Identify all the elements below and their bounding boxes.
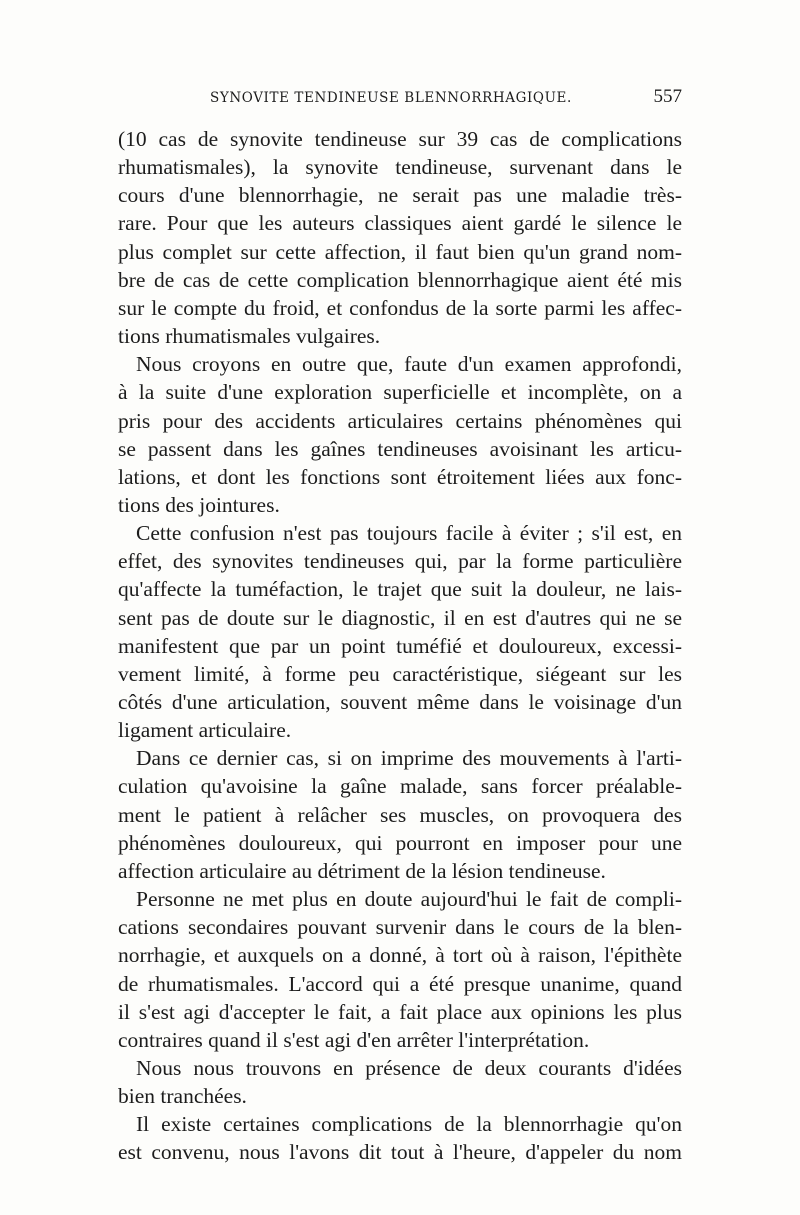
- text-line: Dans ce dernier cas, si on imprime des mouvements à l'arti-: [136, 746, 682, 771]
- text-line: effet, des synovites tendineuses qui, par la forme particulière: [118, 549, 682, 574]
- text-line: il s'est agi d'accepter le fait, a fait place aux opinions les plus: [118, 999, 682, 1024]
- text-line: tions rhumatismales vulgaires.: [118, 324, 381, 348]
- text-line: se passent dans les gaînes tendineuses avoisinant les articu-: [118, 436, 682, 461]
- text-line: rhumatismales), la synovite tendineuse, survenant dans le: [118, 155, 682, 180]
- text-line: Cette confusion n'est pas toujours facile à éviter ; s'il est, en: [136, 521, 682, 546]
- text-line: cours d'une blennorrhagie, ne serait pas une maladie très-: [118, 183, 682, 208]
- text-line: à la suite d'une exploration superficielle et incomplète, on a: [118, 380, 682, 405]
- text-line: rare. Pour que les auteurs classiques aient gardé le silence le: [118, 211, 682, 236]
- text-line: contraires quand il s'est agi d'en arrêter l'interprétation.: [118, 1027, 590, 1052]
- text-line: culation qu'avoisine la gaîne malade, sans forcer préalable-: [118, 774, 682, 799]
- text-line: cations secondaires pouvant survenir dans le cours de la blen-: [118, 915, 682, 940]
- page-number: 557: [653, 86, 682, 107]
- text-line: vement limité, à forme peu caractéristique, siégeant sur les: [118, 661, 682, 686]
- text-line: pris pour des accidents articulaires certains phénomènes qui: [118, 408, 682, 433]
- text-line: norrhagie, et auxquels on a donné, à tort où à raison, l'épithète: [118, 943, 682, 968]
- text-line: bien tranchées.: [118, 1084, 247, 1109]
- text-line: Nous croyons en outre que, faute d'un examen approfondi,: [136, 352, 682, 377]
- text-line: Il existe certaines complications de la blennorrhagie qu'on: [136, 1112, 682, 1137]
- text-line: ligament articulaire.: [118, 718, 292, 743]
- text-line: de rhumatismales. L'accord qui a été presque unanime, quand: [118, 971, 682, 996]
- text-line: phénomènes douloureux, qui pourront en imposer pour une: [118, 830, 682, 855]
- text-line: bre de cas de cette complication blennorrhagique aient été mis: [118, 267, 682, 292]
- text-line: est convenu, nous l'avons dit tout à l'heure, d'appeler du nom: [118, 1140, 682, 1165]
- text-line: sent pas de doute sur le diagnostic, il en est d'autres qui ne se: [118, 605, 682, 630]
- text-line: qu'affecte la tuméfaction, le trajet que suit la douleur, ne lais-: [118, 577, 682, 602]
- text-line: (10 cas de synovite tendineuse sur 39 cas de complications: [118, 127, 682, 151]
- text-line: affection articulaire au détriment de la lésion tendineuse.: [118, 858, 606, 883]
- text-line: manifestent que par un point tuméfié et douloureux, excessi-: [118, 633, 682, 658]
- text-line: Personne ne met plus en doute aujourd'hui le fait de compli-: [136, 887, 682, 911]
- text-line: sur le compte du froid, et confondus de la sorte parmi les affec-: [118, 295, 682, 320]
- text-line: ment le patient à relâcher ses muscles, on provoquera des: [118, 802, 682, 827]
- running-title: SYNOVITE TENDINEUSE BLENNORRHAGIQUE.: [210, 90, 572, 106]
- text-line: lations, et dont les fonctions sont étroitement liées aux fonc-: [118, 464, 682, 489]
- text-line: plus complet sur cette affection, il faut bien qu'un grand nom-: [118, 239, 682, 264]
- text-line: tions des jointures.: [118, 492, 280, 517]
- text-line: côtés d'une articulation, souvent même dans le voisinage d'un: [118, 690, 682, 714]
- text-line: Nous nous trouvons en présence de deux courants d'idées: [136, 1055, 682, 1080]
